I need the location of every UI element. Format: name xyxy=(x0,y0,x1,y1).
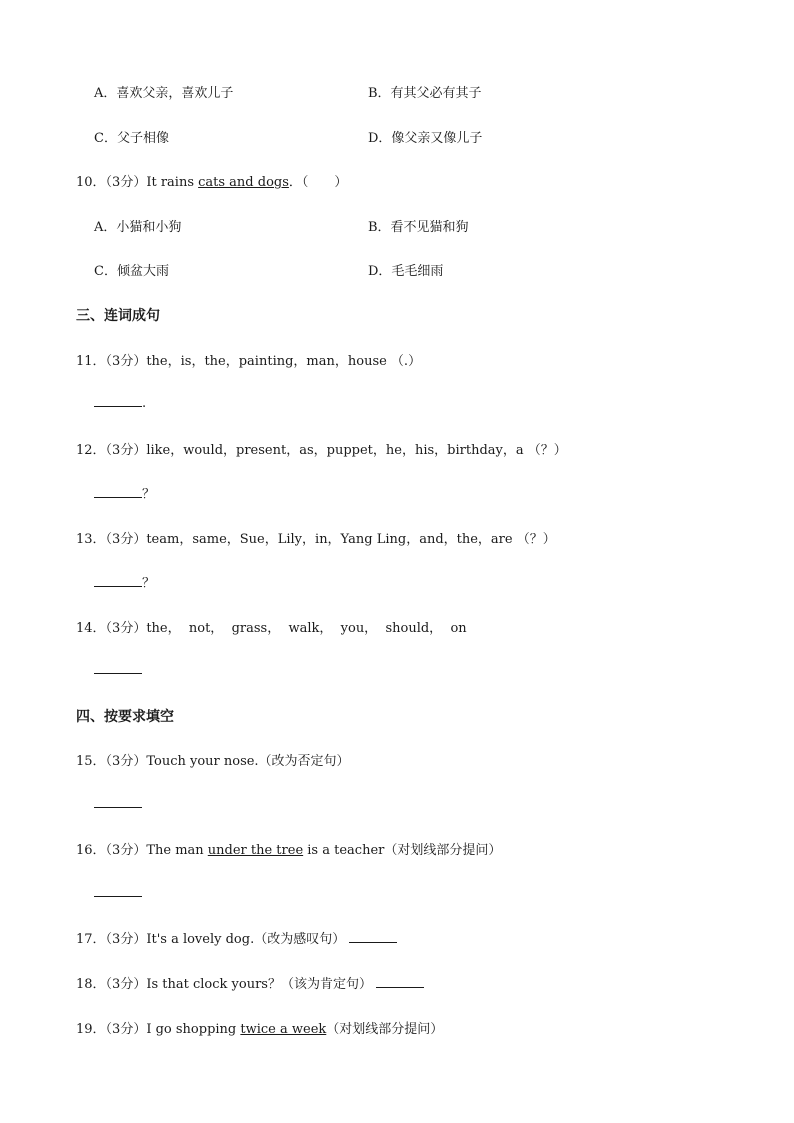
question-13 xyxy=(76,528,556,547)
answer-line-16[interactable] xyxy=(94,884,142,901)
q9-option-c: C．父子相像 xyxy=(94,131,169,146)
question-17 xyxy=(76,928,397,947)
question-number: 19．（3分） xyxy=(76,1022,147,1037)
answer-blank[interactable] xyxy=(94,884,142,897)
question-number: 18．（3分） xyxy=(76,977,147,992)
question-text-end: is a teacher（对划线部分提问） xyxy=(303,843,502,858)
q10-option-c: C．倾盆大雨 xyxy=(94,264,169,279)
answer-line-11[interactable] xyxy=(94,394,146,411)
answer-blank[interactable] xyxy=(349,930,397,943)
answer-punctuation: ？ xyxy=(142,576,156,591)
question-number: 15．（3分） xyxy=(76,754,147,769)
question-number: 10．（3分） xyxy=(76,175,147,190)
question-14 xyxy=(76,617,467,636)
underlined-phrase: twice a week xyxy=(240,1022,327,1037)
question-text: It rains xyxy=(146,175,199,190)
answer-line-15[interactable] xyxy=(94,795,142,812)
q9-option-a: A．喜欢父亲，喜欢儿子 xyxy=(94,86,234,101)
question-text: the， not， grass， walk， you， should， on xyxy=(146,621,467,636)
question-text: I go shopping xyxy=(146,1022,241,1037)
question-12 xyxy=(76,439,567,458)
section-heading-3: 三、连词成句 xyxy=(76,308,160,324)
q10-option-d: D．毛毛细雨 xyxy=(368,264,444,279)
question-19 xyxy=(76,1018,443,1037)
answer-blank[interactable] xyxy=(94,394,142,407)
question-number: 12．（3分） xyxy=(76,443,147,458)
answer-blank[interactable] xyxy=(94,795,142,808)
question-text: team，same，Sue，Lily，in，Yang Ling，and，the，are （？） xyxy=(146,532,556,547)
answer-blank[interactable] xyxy=(94,661,142,674)
answer-punctuation: . xyxy=(142,396,147,411)
question-text: like，would，present，as，puppet，he，his，birthday，a （？） xyxy=(146,443,567,458)
q9-option-d: D．像父亲又像儿子 xyxy=(368,131,483,146)
question-number: 16．（3分） xyxy=(76,843,147,858)
question-18 xyxy=(76,973,424,992)
q9-option-b: B．有其父必有其子 xyxy=(368,86,482,101)
question-10 xyxy=(76,171,347,190)
question-16 xyxy=(76,839,501,858)
question-11 xyxy=(76,350,421,369)
question-text: Is that clock yours？（该为肯定句） xyxy=(146,977,372,992)
answer-blank[interactable] xyxy=(376,975,424,988)
answer-line-13[interactable] xyxy=(94,572,155,591)
question-15 xyxy=(76,750,350,769)
answer-blank[interactable] xyxy=(94,485,142,498)
question-number: 17．（3分） xyxy=(76,932,147,947)
question-text: It's a lovely dog.（改为感叹句） xyxy=(146,932,346,947)
answer-punctuation: ？ xyxy=(142,487,156,502)
question-text-end: （对划线部分提问） xyxy=(326,1022,444,1037)
question-text: the，is，the，painting，man，house （.） xyxy=(146,354,422,369)
question-text-end: ．（ ） xyxy=(288,175,348,190)
question-text: The man xyxy=(146,843,208,858)
underlined-phrase: cats and dogs xyxy=(198,175,289,190)
question-number: 13．（3分） xyxy=(76,532,147,547)
answer-blank[interactable] xyxy=(94,574,142,587)
section-heading-4: 四、按要求填空 xyxy=(76,709,174,725)
q10-option-b: B．看不见猫和狗 xyxy=(368,220,469,235)
question-number: 14．（3分） xyxy=(76,621,147,636)
question-text: Touch your nose.（改为否定句） xyxy=(146,754,350,769)
q10-option-a: A．小猫和小狗 xyxy=(94,220,182,235)
answer-line-14[interactable] xyxy=(94,661,142,678)
answer-line-12[interactable] xyxy=(94,483,155,502)
question-number: 11．（3分） xyxy=(76,354,147,369)
underlined-phrase: under the tree xyxy=(207,843,304,858)
